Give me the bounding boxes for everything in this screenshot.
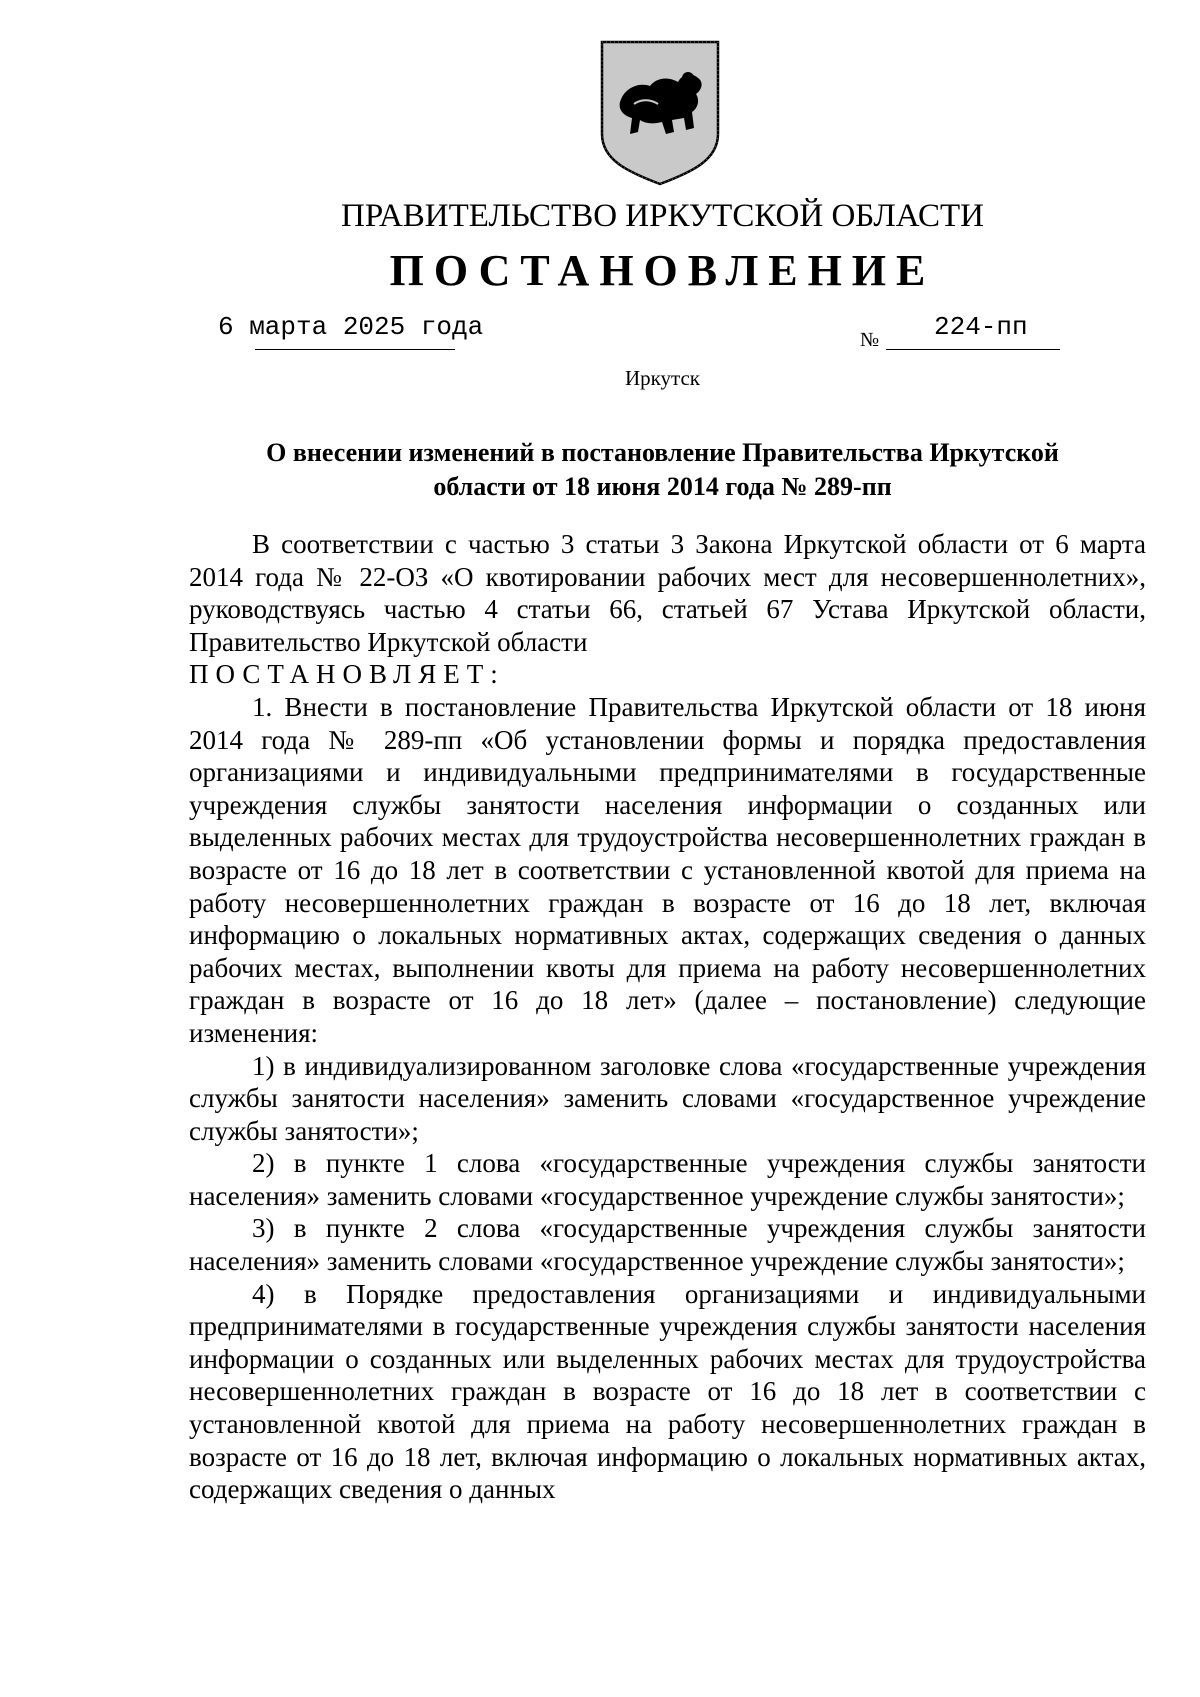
number-sign: № — [860, 329, 880, 351]
document-title-line-1: О внесении изменений в постановление Правительства Иркутской — [266, 438, 1059, 467]
city-name: Иркутск — [624, 366, 701, 390]
date-underline — [255, 349, 455, 350]
resolves-heading: ПОСТАНОВЛЯЕТ: — [189, 659, 505, 690]
subitem-3-paragraph: 3) в пункте 2 слова «государственные учреждения службы занятости населения» заменить словами «государственное учреждение службы занятости»; — [189, 1213, 1146, 1277]
document-date: 6 марта 2025 года — [218, 312, 484, 342]
organization-name: ПРАВИТЕЛЬСТВО ИРКУТСКОЙ ОБЛАСТИ — [341, 198, 984, 234]
item-1-paragraph: 1. Внести в постановление Правительства Иркутской области от 18 июня 2014 года № 289-пп «Об установлении формы и порядка предоставления организациями и индивидуальными предпринимателями в государственные учреждения службы занятости населения информации о созданных или выделенных рабочих местах для трудоустройства несовершеннолетних граждан в возрасте от 16 до 18 лет в соответствии с установленной квотой для приема на работу несовершеннолетних граждан в возрасте от 16 до 18 лет, включая информацию о локальных нормативных актах, содержащих сведения о данных рабочих местах, выполнении квоты для приема на работу несовершеннолетних граждан в возрасте от 16 до 18 лет» (далее – постановление) следующие изменения: — [189, 691, 1146, 1048]
document-title — [190, 436, 1135, 504]
subitem-2-paragraph: 2) в пункте 1 слова «государственные учреждения службы занятости населения» заменить словами «государственное учреждение службы занятости»; — [189, 1148, 1146, 1211]
document-number: 224-пп — [934, 312, 1028, 342]
preamble-paragraph: В соответствии с частью 3 статьи 3 Закона Иркутской области от 6 марта 2014 года № 22-ОЗ «О квотировании рабочих мест для несовершеннолетних», руководствуясь частью 4 статьи 66, статьей 67 Устава Иркутской области, Правительство Иркутской области — [189, 529, 1146, 657]
coat-of-arms-emblem — [598, 38, 722, 188]
subitem-4-paragraph: 4) в Порядке предоставления организациями и индивидуальными предпринимателями в государственные учреждения службы занятости населения информации о созданных или выделенных рабочих местах для трудоустройства несовершеннолетних граждан в возрасте от 16 до 18 лет в соответствии с установленной квотой для приема на работу несовершеннолетних граждан в возрасте от 16 до 18 лет, включая информацию о локальных нормативных актах, содержащих сведения о данных — [189, 1278, 1146, 1505]
document-type: ПОСТАНОВЛЕНИЕ — [389, 246, 936, 295]
document-title-line-2: области от 18 июня 2014 года № 289-пп — [433, 472, 892, 501]
document-body — [189, 528, 1146, 1506]
subitem-1-paragraph: 1) в индивидуализированном заголовке слова «государственные учреждения службы занятости населения» заменить словами «государственное учреждение службы занятости»; — [189, 1050, 1146, 1146]
number-underline — [886, 349, 1060, 350]
